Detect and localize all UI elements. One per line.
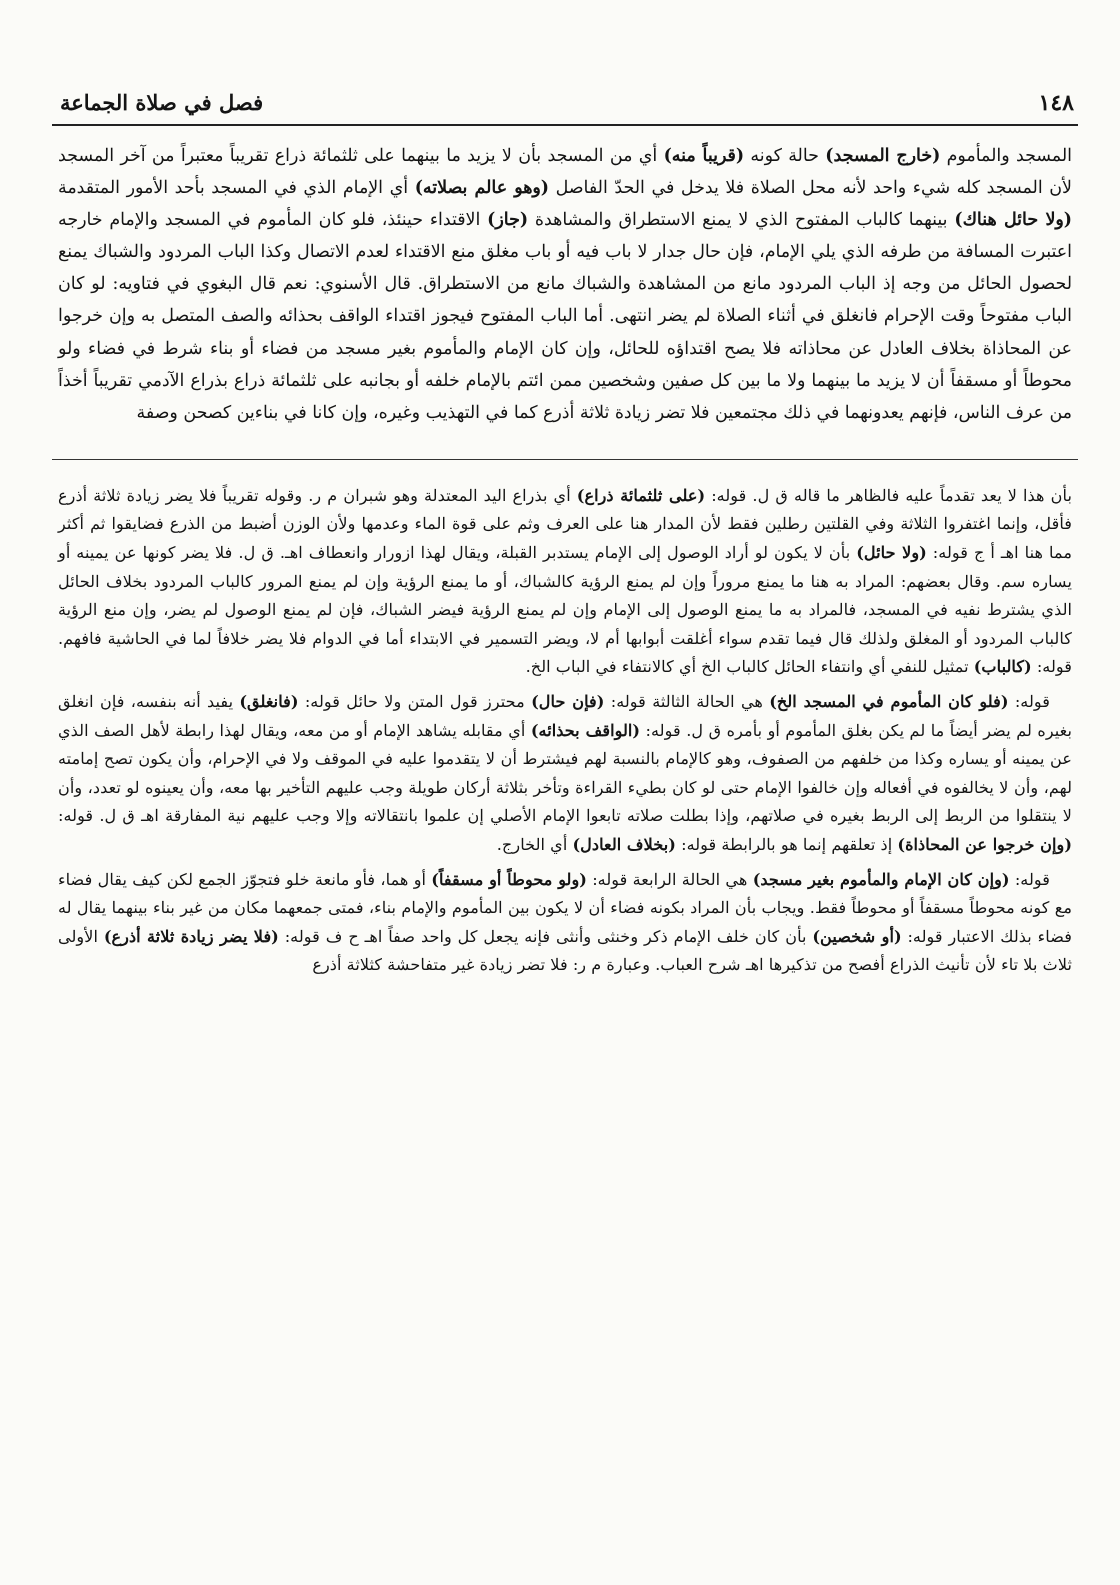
bold-term: (على ثلثمائة ذراع)	[576, 485, 706, 505]
bold-term: (قريباً منه)	[663, 146, 745, 166]
text-run: بأن هذا لا يعد تقدماً عليه فالظاهر ما قاله ق ل. قوله:	[705, 485, 1072, 505]
commentary-section	[52, 482, 1078, 980]
bold-term: (جاز)	[487, 210, 529, 231]
text-run: إذ تعلقهم إنما هو بالرابطة قوله:	[675, 834, 898, 854]
bold-term: (خارج المسجد)	[825, 146, 941, 166]
commentary-paragraph	[58, 482, 1072, 682]
text-run: بأن كان خلف الإمام ذكر وخنثى وأنثى فإنه يجعل كل واحد صفاً اهـ ح ف قوله:	[278, 926, 813, 946]
text-run: قوله:	[1009, 869, 1050, 889]
text-run: أي من المسجد بأن لا يزيد ما بينهما على ثلثمائة ذراع تقريباً معتبراً من آخر المسجد لأن المسجد كله شيء واحد لأنه محل الصلاة فلا يدخل في الحدّ الفاصل	[58, 146, 1072, 199]
bold-term: (ولا حائل)	[856, 543, 927, 563]
running-title: فصل في صلاة الجماعة	[60, 90, 264, 115]
text-run: هي الحالة الرابعة قوله:	[586, 869, 753, 889]
footnote-separator	[52, 459, 1078, 460]
bold-term: (فلو كان المأموم في المسجد الخ)	[769, 692, 1009, 711]
main-text	[52, 140, 1078, 429]
text-run: بينهما كالباب المفتوح الذي لا يمنع الاستطراق والمشاهدة	[528, 210, 955, 231]
text-run: أو هما، فأو مانعة خلو فتجوّز الجمع لكن كيف يقال فضاء مع كونه محوطاً مسقفاً أو محوطاً فقط. ويجاب بأن المراد بكونه فضاء أن لا يكون بين المأموم والإمام بناء، فمتى جمعهما مكان من غير بناء بينهما يقال له فضاء بذلك الاعتبار قوله:	[58, 869, 1072, 946]
page-number: ١٤٨	[1038, 90, 1074, 116]
bold-term: (الواقف بحذائه)	[530, 720, 641, 740]
page-header	[52, 78, 1078, 126]
text-run: الاقتداء حينئذ، فلو كان المأموم في المسجد والإمام خارجه اعتبرت المسافة من طرفه الذي يلي الإمام، فإن حال جدار لا باب فيه أو باب مغلق منع الاقتداء لعدم الاتصال وكذا الباب المردود والشباك يمنع لحصول الحائل من وجه إذ الباب المردود مانع من المشاهدة والشباك مانع من الاستطراق. قال الأسنوي: نعم قال البغوي في فتاويه: لو كان الباب مفتوحاً وقت الإحرام فانغلق في أثناء الصلاة لم يضر انتهى. أما الباب المفتوح فيجوز اقتداء الواقف بحذائه والصف المتصل به وإن خرجوا عن المحاذاة بخلاف العادل عن محاذاته فلا يصح اقتداؤه للحائل، وإن كان الإمام والمأموم بغير مسجد من فضاء أو بناء شرط في فضاء ولو محوطاً أو مسقفاً أن لا يزيد ما بينهما ولا ما بين كل صفين وشخصين ممن ائتم بالإمام خلفه أو بجانبه على ثلثمائة ذراع بذراع الآدمي تقريباً أخذاً من عرف الناس، فإنهم يعدونهما في ذلك مجتمعين فلا تضر زيادة ثلاثة أذرع كما في التهذيب وغيره، وإن كانا في بناءين كصحن وصفة	[58, 210, 1072, 423]
text-run: قوله:	[1008, 692, 1050, 711]
text-run: بأن لا يكون لو أراد الوصول إلى الإمام يستدبر القبلة، ويقال لهذا ازورار وانعطاف اهـ. ق ل. فلا يضر كونها عن يمينه أو يساره سم. وقال بعضهم: المراد به هنا ما يمنع مروراً وإن لم يمنع الرؤية كالشباك، أو ما يمنع الرؤية وإن لم يمنع المرور كالباب المردود بخلاف الحائل الذي يشترط نفيه في المسجد، فالمراد به ما يمنع الوصول إلى الإمام وإن لم يمنع الرؤية فيضر الشباك، فإن لم يمنع الوصول لم يضر، وإن منع الرؤية كالباب المردود أو المغلق ولذلك قال فيما تقدم سواء أغلقت أبوابها أم لا، ويضر التسمير في الابتداء أما في الدوام فلا يضر خلافاً لما في الحاشية فافهم. قوله:	[58, 543, 1072, 677]
bold-term: (بخلاف العادل)	[572, 834, 676, 854]
bold-term: (كالباب)	[973, 657, 1032, 677]
text-run: محترز قول المتن ولا حائل قوله:	[298, 692, 532, 711]
text-run: الأولى ثلاث بلا تاء لأن تأنيث الذراع أفصح من تذكيرها اهـ شرح العباب. وعبارة م ر: فلا تضر زيادة غير متفاحشة كثلاثة أذرع	[58, 926, 1072, 975]
main-paragraph	[58, 140, 1072, 429]
text-run: يفيد أنه بنفسه، فإن انغلق بغيره لم يضر أيضاً ما لم يكن بغلق المأموم أو بأمره ق ل. قوله:	[58, 692, 1072, 740]
text-run: هي الحالة الثالثة قوله:	[604, 692, 770, 711]
text-run: أي الخارج.	[496, 834, 573, 854]
bold-term: (وإن خرجوا عن المحاذاة)	[897, 834, 1072, 854]
bold-term: (فإن حال)	[531, 692, 605, 711]
bold-term: (فانغلق)	[239, 692, 299, 711]
text-run: حالة كونه	[744, 146, 826, 166]
text-run: أي الإمام الذي في المسجد بأحد الأمور المتقدمة	[58, 178, 415, 199]
commentary-paragraph	[58, 866, 1072, 980]
text-run: أي بذراع اليد المعتدلة وهو شبران م ر. وقوله تقريباً فلا يضر زيادة ثلاثة أذرع فأقل، وإنما اغتفروا الثلاثة وفي القلتين رطلين فقط لأن المدار هنا على العرف وثم على قوة الماء وعدمها ولأن الوزن أضبط من الذرع فضايقوا ثم أكثر مما هنا اهـ أ ج قوله:	[58, 485, 1072, 563]
bold-term: (وهو عالم بصلاته)	[414, 178, 549, 199]
text-run: المسجد والمأموم	[940, 146, 1072, 166]
bold-term: (أو شخصين)	[812, 926, 902, 946]
text-run: تمثيل للنفي أي وانتفاء الحائل كالباب الخ أي كالانتفاء في الباب الخ.	[525, 657, 974, 677]
text-run: أي مقابله يشاهد الإمام أو من معه، ويقال لهذا رابطة لأهل الصف الذي عن يمينه أو يساره وكذا من خلفهم من الصفوف، وهو كالإمام بالنسبة لهم فيشترط أن لا يتقدموا عليه في الموقف ولا في الإحرام، وأن يكون تصح إمامته لهم، وأن لا يخالفوه في أفعاله وإن خالفوا الإمام حتى لو كان بطيء القراءة وتأخر بثلاثة أركان طويلة وجب عليهم التأخير بها معه، وأن يعينوه لو تعدد، وأن لا ينتقلوا من الربط إلى الربط بغيره في صلاتهم، وإذا بطلت صلاته تابعوا الإمام الأصلي إن علموا بانتقالاته وإلا وجب عليهم نية المفارقة اهـ ق ل. قوله:	[58, 720, 1072, 826]
bold-term: (وإن كان الإمام والمأموم بغير مسجد)	[752, 869, 1010, 889]
bold-term: (فلا يضر زيادة ثلاثة أذرع)	[103, 926, 279, 946]
document-page	[52, 78, 1078, 1568]
bold-term: (ولو محوطاً أو مسقفاً)	[431, 869, 587, 889]
commentary-paragraph	[58, 688, 1072, 860]
bold-term: (ولا حائل هناك)	[954, 210, 1072, 231]
